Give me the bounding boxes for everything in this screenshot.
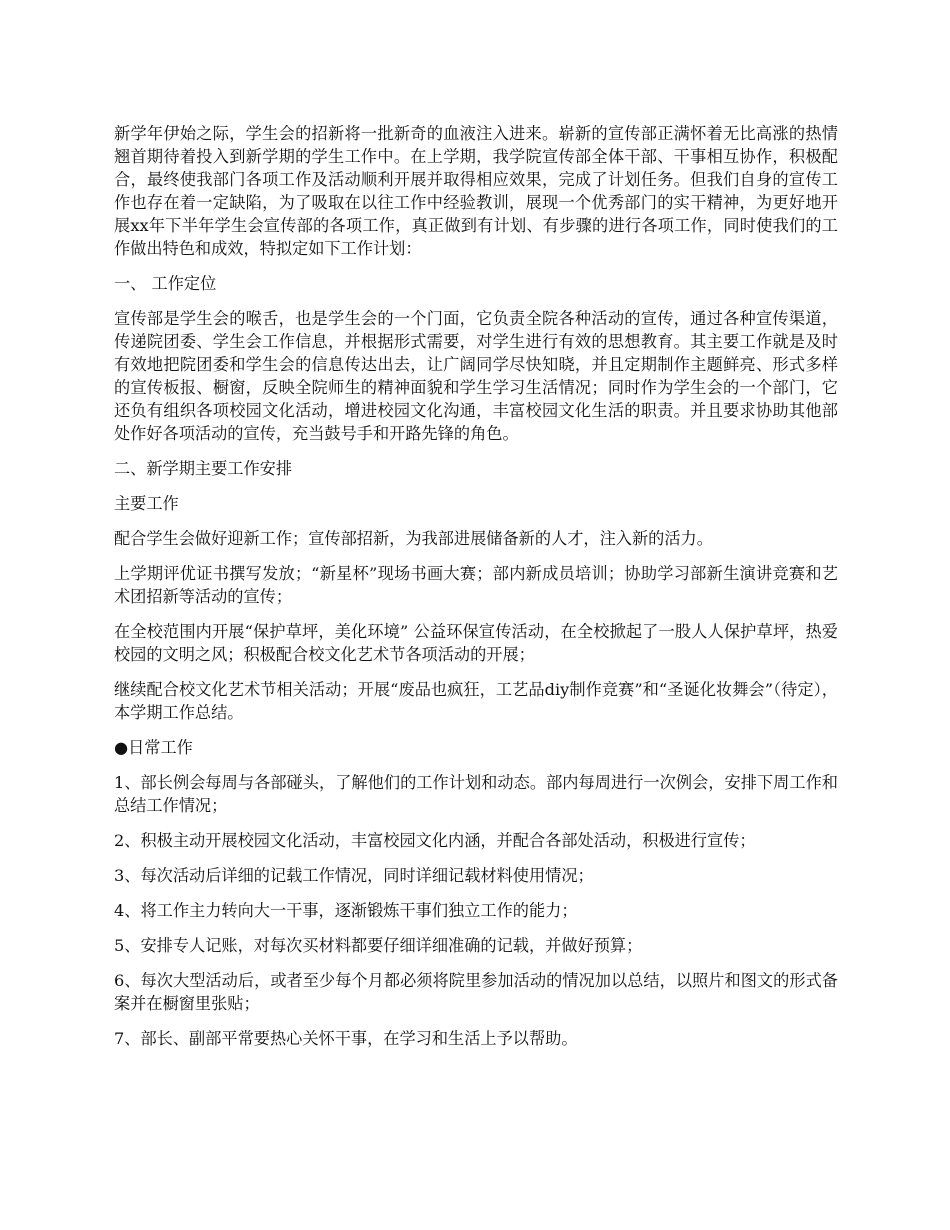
daily-work-item: 3、每次活动后详细的记载工作情况，同时详细记载材料使用情况； xyxy=(114,866,594,885)
daily-work-item: 6、每次大型活动后，或者至少每个月都必须将院里参加活动的情况加以总结，以照片和图文的形式备案并在橱窗里张贴； xyxy=(114,971,838,1013)
intro-paragraph: 新学年伊始之际，学生会的招新将一批新奇的血液注入进来。崭新的宣传部正满怀着无比高涨的热情翘首期待着投入到新学期的学生工作中。在上学期，我学院宣传部全体干部、干事相互协作，积极配合，最终使我部门各项工作及活动顺利开展并取得相应效果，完成了计划任务。但我们自身的宣传工作也存在着一定缺陷，为了吸取在以往工作中经验教训，展现一个优秀部门的实干精神，为更好地开展xx年下半年学生会宣传部的各项工作，真正做到有计划、有步骤的进行各项工作，同时使我们的工作做出特色和成效，特拟定如下工作计划： xyxy=(114,124,838,258)
document-page xyxy=(114,122,838,1062)
section-heading-arrangement: 二、新学期主要工作安排 xyxy=(114,459,293,478)
main-work-item: 上学期评优证书撰写发放；“新星杯”现场书画大赛；部内新成员培训；协助学习部新生演讲竞赛和艺术团招新等活动的宣传； xyxy=(114,564,838,606)
subheading-daily-work: ●日常工作 xyxy=(114,738,193,757)
main-work-item: 继续配合校文化艺术节相关活动；开展“废品也疯狂，工艺品diy制作竞赛”和“圣诞化妆舞会”（待定），本学期工作总结。 xyxy=(114,680,838,722)
section-heading-positioning: 一、 工作定位 xyxy=(114,274,217,293)
daily-work-item: 2、积极主动开展校园文化活动，丰富校园文化内涵，并配合各部处活动，积极进行宣传； xyxy=(114,831,756,850)
main-work-item: 配合学生会做好迎新工作；宣传部招新，为我部进展储备新的人才，注入新的活力。 xyxy=(114,529,713,548)
daily-work-item: 4、将工作主力转向大一干事，逐渐锻炼干事们独立工作的能力； xyxy=(114,901,578,920)
positioning-paragraph: 宣传部是学生会的喉舌，也是学生会的一个门面，它负责全院各种活动的宣传，通过各种宣传渠道，传递院团委、学生会工作信息，并根据形式需要，对学生进行有效的思想教育。其主要工作就是及时有效地把院团委和学生会的信息传达出去，让广阔同学尽快知晓，并且定期制作主题鲜亮、形式多样的宣传板报、橱窗，反映全院师生的精神面貌和学生学习生活情况；同时作为学生会的一个部门，它还负有组织各项校园文化活动，增进校园文化沟通，丰富校园文化生活的职责。并且要求协助其他部处作好各项活动的宣传，充当鼓号手和开路先锋的角色。 xyxy=(114,309,838,443)
daily-work-item: 1、部长例会每周与各部碰头，了解他们的工作计划和动态。部内每周进行一次例会，安排下周工作和总结工作情况； xyxy=(114,773,838,815)
main-work-item: 在全校范围内开展“保护草坪，美化环境” 公益环保宣传活动，在全校掀起了一股人人保护草坪，热爱校园的文明之风；积极配合校文化艺术节各项活动的开展； xyxy=(114,622,838,664)
subheading-main-work: 主要工作 xyxy=(114,494,179,513)
daily-work-item: 7、部长、副部平常要热心关怀干事，在学习和生活上予以帮助。 xyxy=(114,1029,578,1048)
daily-work-item: 5、安排专人记账，对每次买材料都要仔细详细准确的记载，并做好预算； xyxy=(114,936,643,955)
